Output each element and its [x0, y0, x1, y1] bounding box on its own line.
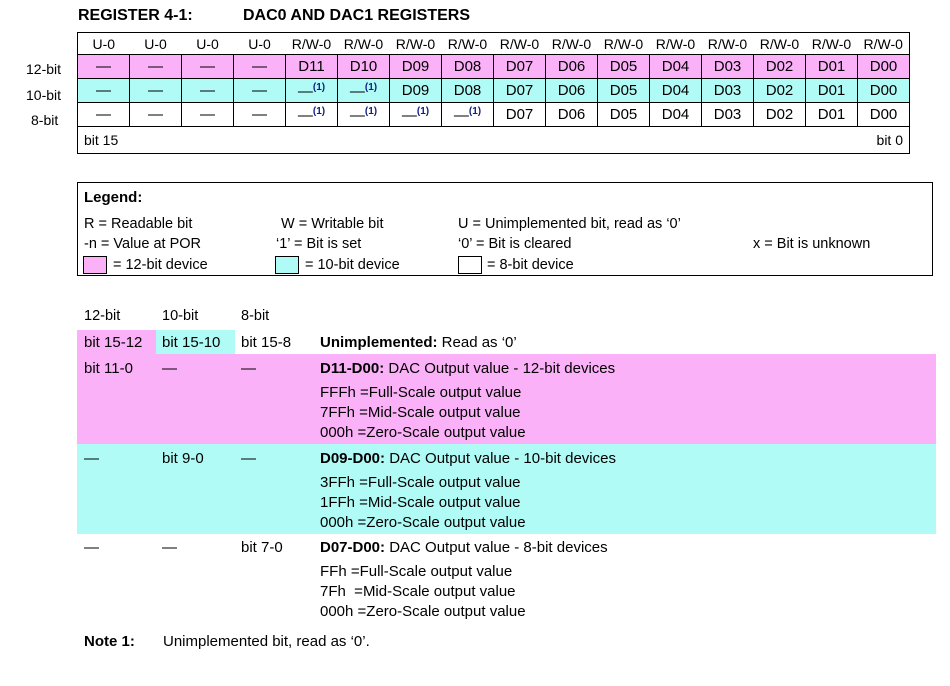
- legend-bit-cleared: ‘0’ = Bit is cleared: [458, 236, 572, 252]
- register-bit-cell: D00: [858, 79, 910, 103]
- register-bit-cell: D08: [442, 55, 494, 79]
- register-bit-cell: D08: [442, 79, 494, 103]
- legend-bit-set: ‘1’ = Bit is set: [276, 236, 362, 252]
- row-label-12bit: 12-bit: [26, 61, 62, 77]
- register-bit-cell: —: [130, 79, 182, 103]
- footnote-ref: (1): [312, 81, 326, 93]
- register-bit-cell: D09: [390, 79, 442, 103]
- register-number: REGISTER 4-1:: [78, 7, 193, 24]
- d10-field-name: D09-D00:: [320, 450, 386, 467]
- footnote-ref: (1): [364, 81, 378, 93]
- register-bit-cell: D06: [546, 55, 598, 79]
- register-access-cell: R/W-0: [806, 33, 858, 55]
- register-bit-cell: —: [130, 103, 182, 127]
- legend-title: Legend:: [84, 189, 143, 206]
- d12-line-zero: 000h =Zero-Scale output value: [320, 424, 526, 441]
- footnote: [84, 633, 370, 650]
- register-bit-cell: D01: [806, 79, 858, 103]
- register-bit-cell: —: [78, 103, 130, 127]
- footnote-ref: (1): [312, 105, 326, 117]
- register-bit-cell: —: [234, 79, 286, 103]
- register-bit-cell: —: [234, 103, 286, 127]
- register-row-12bit: [78, 55, 910, 79]
- register-bit-cell: D07: [494, 55, 546, 79]
- footnote-label: Note 1:: [84, 633, 135, 650]
- d10-line-mid: 1FFh =Mid-Scale output value: [320, 494, 521, 511]
- col-header-8bit: 8-bit: [241, 308, 270, 324]
- d12-line-full: FFFh =Full-Scale output value: [320, 384, 522, 401]
- register-access-cell: U-0: [182, 33, 234, 55]
- d8-description: [320, 539, 608, 556]
- register-header-row: [78, 33, 910, 55]
- register-access-cell: R/W-0: [650, 33, 702, 55]
- register-bit-cell: —: [182, 55, 234, 79]
- row-label-8bit: 8-bit: [31, 112, 59, 128]
- register-access-cell: U-0: [78, 33, 130, 55]
- register-access-cell: R/W-0: [390, 33, 442, 55]
- register-access-cell: R/W-0: [338, 33, 390, 55]
- d10-8bit-range: —: [241, 450, 256, 467]
- d8-field-name: D07-D00:: [320, 539, 386, 556]
- register-bit-cell: D01: [806, 103, 858, 127]
- d12-field-name: D11-D00:: [320, 360, 385, 377]
- d8-8bit-range: bit 7-0: [241, 539, 283, 556]
- register-access-cell: U-0: [130, 33, 182, 55]
- d8-10bit-range: —: [162, 539, 177, 556]
- register-bit-table: [77, 32, 910, 154]
- col-header-10bit: 10-bit: [162, 308, 199, 324]
- register-bit-cell: D09: [390, 55, 442, 79]
- footnote-ref: (1): [416, 105, 430, 117]
- d12-description: [320, 360, 615, 377]
- d10-description: [320, 450, 616, 467]
- register-access-cell: R/W-0: [546, 33, 598, 55]
- register-access-cell: R/W-0: [442, 33, 494, 55]
- register-access-cell: R/W-0: [494, 33, 546, 55]
- legend-box: [77, 182, 933, 276]
- footnote-text: Unimplemented bit, read as ‘0’.: [163, 633, 370, 650]
- bit-value: —: [401, 106, 417, 124]
- register-bit-cell: D06: [546, 103, 598, 127]
- register-bit-cell: —: [78, 55, 130, 79]
- register-bit-cell: D05: [598, 103, 650, 127]
- register-bit-cell: D03: [702, 103, 754, 127]
- legend-12bit-device: = 12-bit device: [113, 257, 208, 273]
- register-bit-cell: D07: [494, 79, 546, 103]
- swatch-12bit: [83, 256, 107, 274]
- d8-line-full: FFh =Full-Scale output value: [320, 563, 513, 580]
- d10-text: DAC Output value - 10-bit devices: [385, 450, 616, 467]
- register-name: DAC0 AND DAC1 REGISTERS: [243, 7, 470, 24]
- register-bit-cell: D00: [858, 55, 910, 79]
- register-bit-cell: D02: [754, 55, 806, 79]
- legend-writable: W = Writable bit: [281, 216, 384, 232]
- register-bit-cell: —: [78, 79, 130, 103]
- bit-value: —: [349, 106, 365, 124]
- d10-line-zero: 000h =Zero-Scale output value: [320, 514, 526, 531]
- footnote-ref: (1): [364, 105, 378, 117]
- bit-value: —: [297, 106, 313, 124]
- register-access-cell: R/W-0: [598, 33, 650, 55]
- d8-12bit-range: —: [84, 539, 99, 556]
- register-bit-cell: —: [130, 55, 182, 79]
- register-access-cell: R/W-0: [858, 33, 910, 55]
- unimpl-12bit-range: bit 15-12: [84, 334, 143, 351]
- register-bit-cell: [338, 103, 390, 127]
- bit-value: —: [297, 82, 313, 100]
- swatch-10bit: [275, 256, 299, 274]
- col-header-12bit: 12-bit: [84, 308, 121, 324]
- unimpl-10bit-range: bit 15-10: [162, 334, 221, 351]
- register-bit-cell: —: [182, 79, 234, 103]
- d12-8bit-range: —: [241, 360, 256, 377]
- legend-readable: R = Readable bit: [84, 216, 193, 232]
- legend-10bit-device: = 10-bit device: [305, 257, 400, 273]
- register-access-cell: R/W-0: [754, 33, 806, 55]
- legend-por: -n = Value at POR: [84, 236, 201, 252]
- bit-high-label: bit 15: [84, 132, 119, 148]
- register-bit-cell: D06: [546, 79, 598, 103]
- d10-12bit-range: —: [84, 450, 99, 467]
- legend-bit-unknown: x = Bit is unknown: [753, 236, 871, 252]
- swatch-8bit: [458, 256, 482, 274]
- d8-line-mid: 7Fh =Mid-Scale output value: [320, 583, 516, 600]
- d8-text: DAC Output value - 8-bit devices: [385, 539, 608, 556]
- register-bit-cell: D03: [702, 55, 754, 79]
- unimpl-field-name: Unimplemented:: [320, 334, 438, 351]
- register-bit-cell: D05: [598, 79, 650, 103]
- d12-10bit-range: —: [162, 360, 177, 377]
- register-bit-cell: D02: [754, 103, 806, 127]
- register-bit-cell: D01: [806, 55, 858, 79]
- bit-range-cell: [78, 127, 910, 154]
- d8-line-zero: 000h =Zero-Scale output value: [320, 603, 526, 620]
- bit-value: —: [349, 82, 365, 100]
- register-row-10bit: [78, 79, 910, 103]
- register-bit-cell: D04: [650, 103, 702, 127]
- d12-12bit-range: bit 11-0: [84, 360, 133, 377]
- register-bit-cell: [338, 79, 390, 103]
- register-bit-cell: D04: [650, 55, 702, 79]
- bit-value: —: [453, 106, 469, 124]
- register-bit-cell: D03: [702, 79, 754, 103]
- register-bit-range-row: [78, 127, 910, 154]
- unimpl-8bit-range: bit 15-8: [241, 334, 292, 351]
- register-bit-cell: [442, 103, 494, 127]
- unimpl-text: Read as ‘0’: [437, 334, 517, 351]
- register-title: [78, 7, 470, 25]
- register-access-cell: R/W-0: [702, 33, 754, 55]
- register-bit-cell: [390, 103, 442, 127]
- register-bit-cell: D00: [858, 103, 910, 127]
- register-row-8bit: [78, 103, 910, 127]
- d10-10bit-range: bit 9-0: [162, 450, 204, 467]
- register-bit-cell: [286, 79, 338, 103]
- register-bit-cell: —: [182, 103, 234, 127]
- d10-line-full: 3FFh =Full-Scale output value: [320, 474, 521, 491]
- register-bit-cell: D11: [286, 55, 338, 79]
- unimpl-description: [320, 334, 517, 351]
- register-bit-cell: D02: [754, 79, 806, 103]
- register-bit-cell: D07: [494, 103, 546, 127]
- register-bit-cell: —: [234, 55, 286, 79]
- register-bit-cell: [286, 103, 338, 127]
- register-bit-cell: D04: [650, 79, 702, 103]
- bit-low-label: bit 0: [876, 132, 903, 148]
- register-bit-cell: D10: [338, 55, 390, 79]
- legend-8bit-device: = 8-bit device: [487, 257, 574, 273]
- d12-line-mid: 7FFh =Mid-Scale output value: [320, 404, 521, 421]
- register-access-cell: R/W-0: [286, 33, 338, 55]
- legend-unimplemented: U = Unimplemented bit, read as ‘0’: [458, 216, 681, 232]
- row-label-10bit: 10-bit: [26, 87, 62, 103]
- register-access-cell: U-0: [234, 33, 286, 55]
- register-bit-cell: D05: [598, 55, 650, 79]
- d12-text: DAC Output value - 12-bit devices: [384, 360, 616, 377]
- footnote-ref: (1): [468, 105, 482, 117]
